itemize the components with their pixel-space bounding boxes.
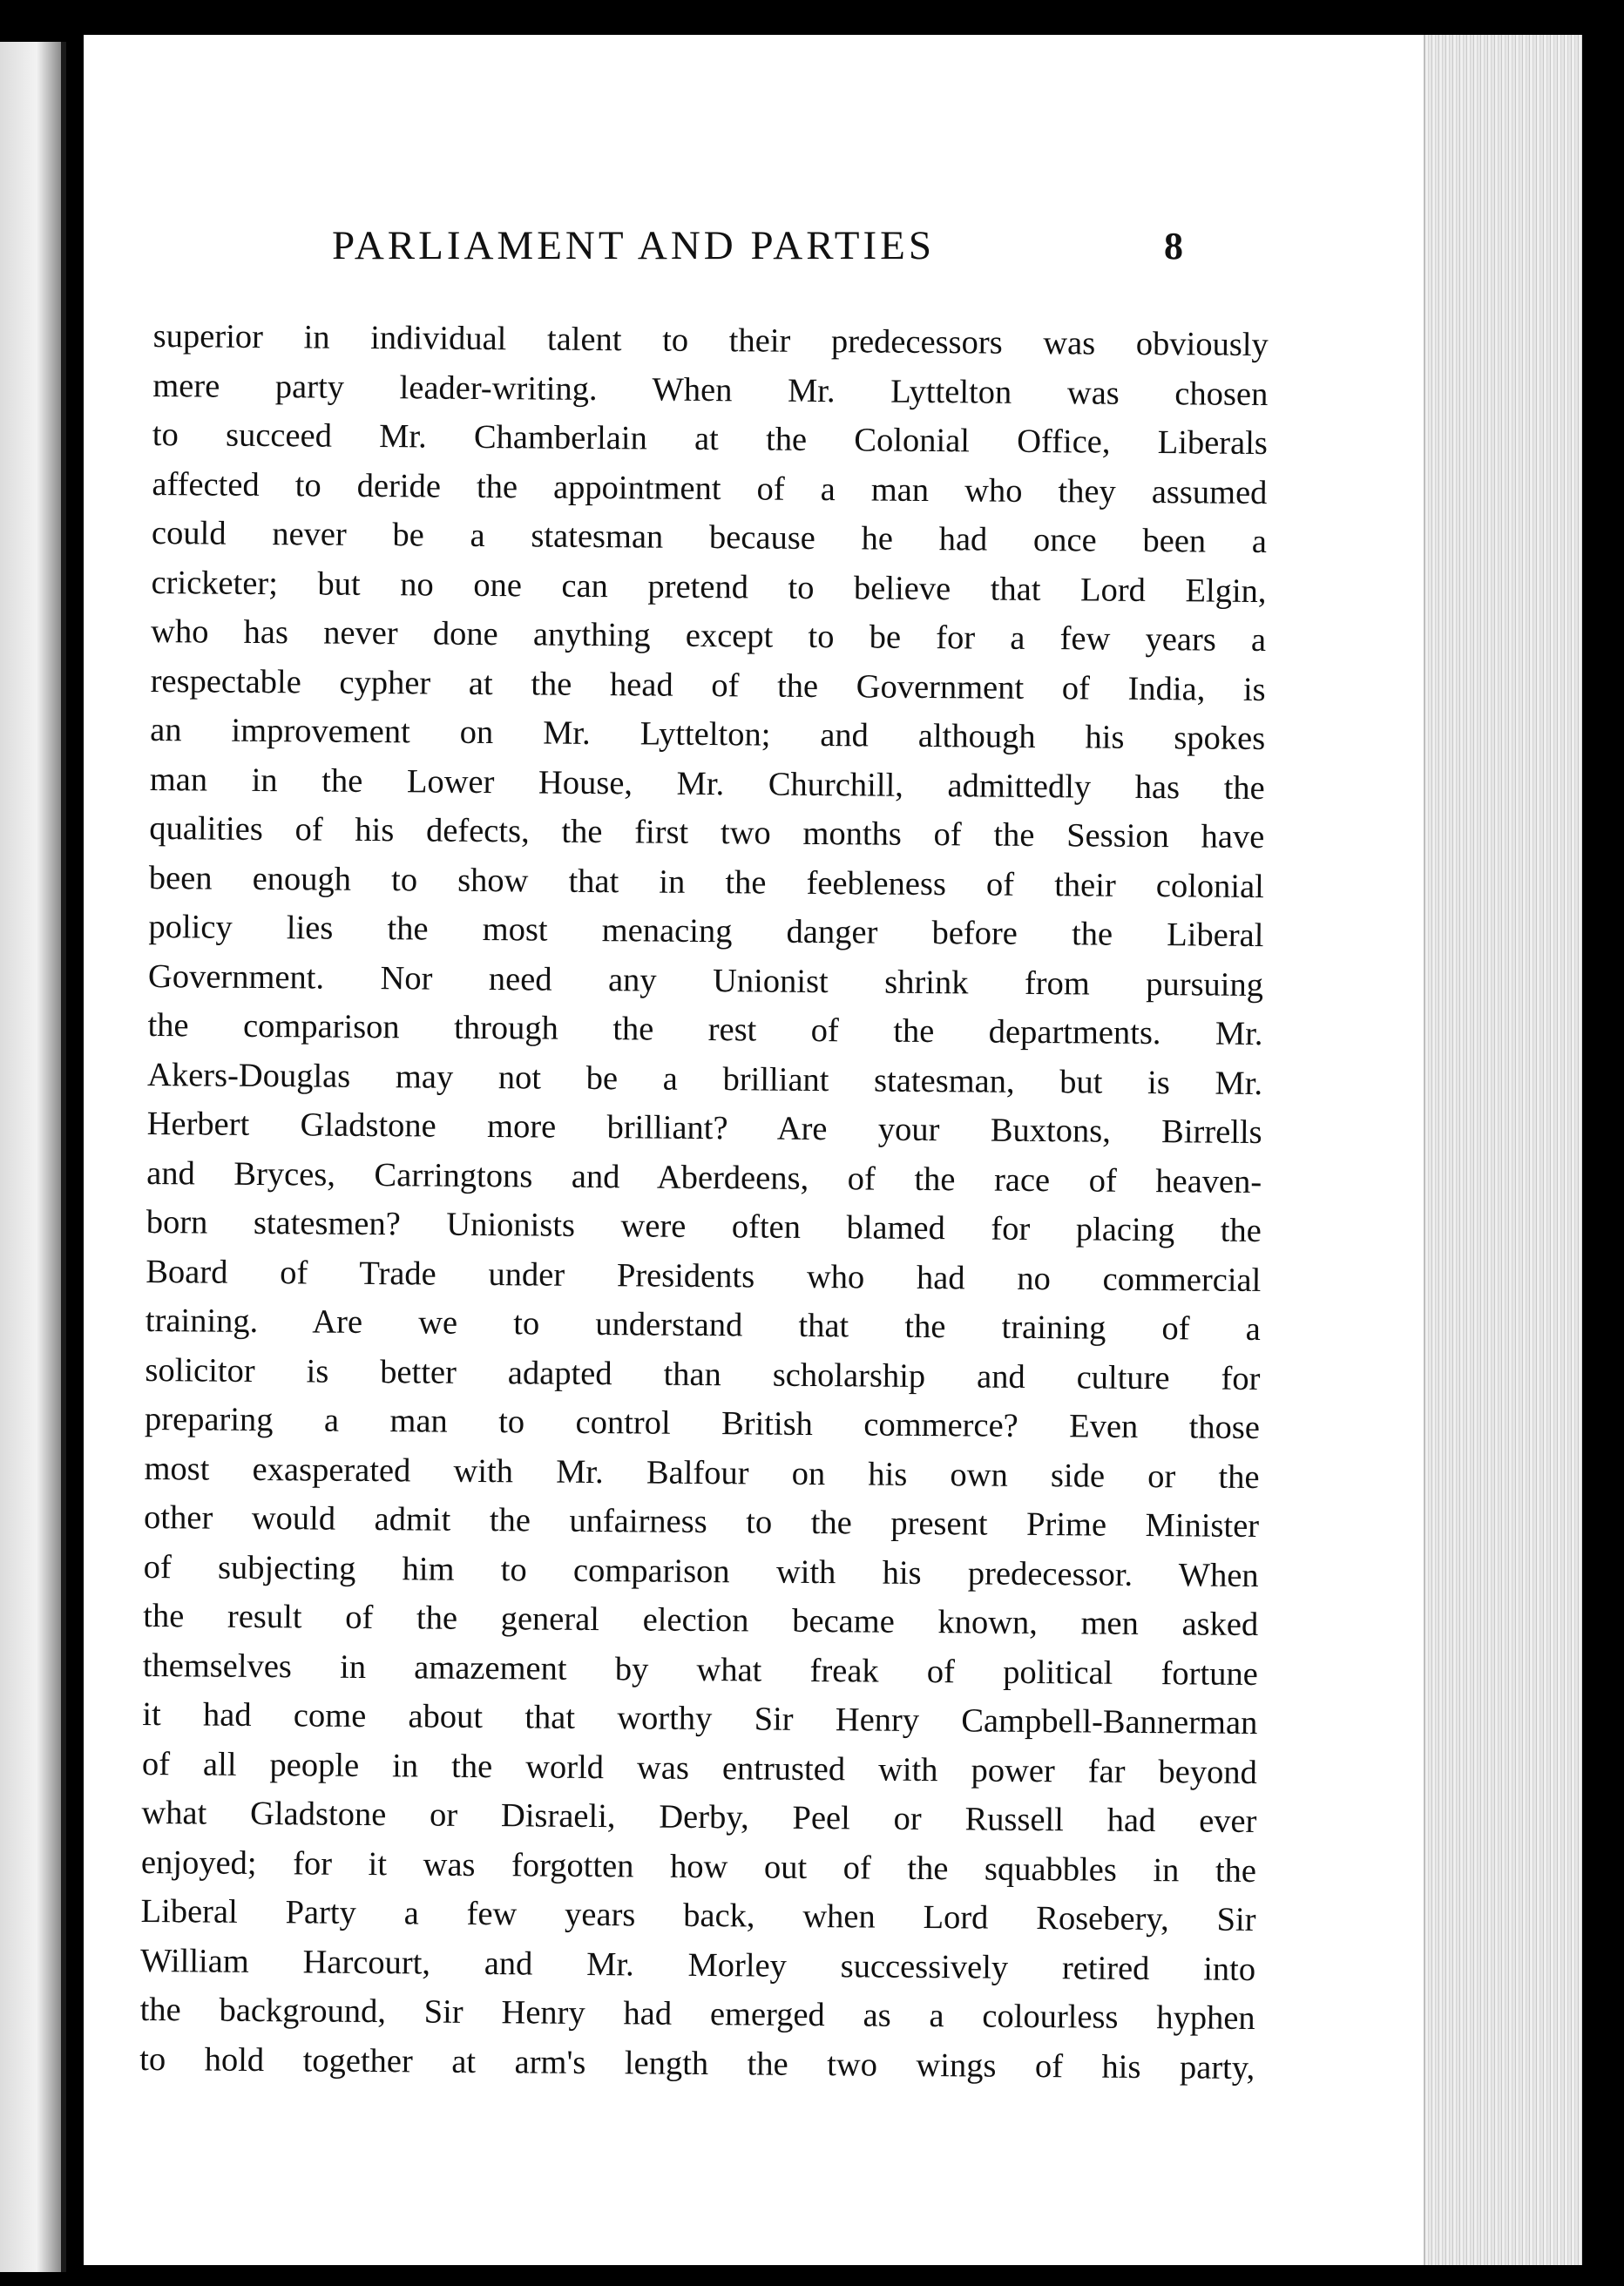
text-line: of subjecting him to comparison with his predecessor. When [143,1548,1259,1594]
text-line: superior in individual talent to their predecessors was obviously [152,317,1269,364]
text-line: William Harcourt, and Mr. Morley successively retired into [139,1942,1256,1988]
text-line: other would admit the unfairness to the present Prime Minister [143,1498,1260,1545]
facing-page-edge [0,42,66,2272]
text-line: Herbert Gladstone more brilliant? Are your Buxtons, Birrells [146,1105,1262,1152]
text-line: to succeed Mr. Chamberlain at the Colonial Office, Liberals [152,416,1269,463]
text-line: mere party leader-writing. When Mr. Lyttelton was chosen [152,367,1269,413]
text-line: solicitor is better adapted than scholarship and culture for [145,1351,1261,1397]
text-line: born statesmen? Unionists were often blamed for placing the [145,1203,1262,1250]
running-head-title: PARLIAMENT AND PARTIES [332,223,935,268]
text-line: Liberal Party a few years back, when Lord Rosebery, Sir [140,1892,1256,1938]
text-line: qualities of his defects, the first two months of the Session have [149,809,1265,856]
book-page [84,35,1582,2265]
text-line: the result of the general election became known, men asked [143,1597,1259,1644]
text-line: respectable cypher at the head of the Government of India, is [150,662,1266,708]
text-line: and Bryces, Carringtons and Aberdeens, of the race of heaven- [146,1154,1262,1200]
text-line: policy lies the most menacing danger before the Liberal [148,908,1264,955]
text-line: the comparison through the rest of the departments. Mr. [147,1006,1263,1053]
text-line: what Gladstone or Disraeli, Derby, Peel or Russell had ever [141,1794,1257,1840]
page-edge-stack [1424,35,1582,2265]
body-text [139,312,1269,2093]
text-line: preparing a man to control British commerce? Even those [144,1400,1261,1447]
running-head [84,222,1208,292]
text-line: it had come about that worthy Sir Henry Campbell-Bannerman [142,1695,1258,1742]
text-line: cricketer; but no one can pretend to believe that Lord Elgin, [151,564,1267,610]
text-line: who has never done anything except to be for a few years a [150,612,1267,659]
text-line: the background, Sir Henry had emerged as a colourless hyphen [139,1991,1255,2037]
text-line: themselves in amazement by what freak of political fortune [142,1647,1258,1693]
text-line: an improvement on Mr. Lyttelton; and although his spokes [150,711,1266,758]
text-line: to hold together at arm's length the two wings of his party, [139,2040,1255,2086]
text-line: affected to deride the appointment of a man who they assumed [152,465,1268,511]
text-line: Government. Nor need any Unionist shrink from pursuing [147,957,1264,1004]
text-line: enjoyed; for it was forgotten how out of the squabbles in the [140,1843,1257,1890]
text-line: of all people in the world was entrusted with power far beyond [141,1745,1258,1791]
text-line: training. Are we to understand that the training of a [145,1302,1262,1349]
text-line: been enough to show that in the feebleness of their colonial [148,859,1265,905]
text-line: man in the Lower House, Mr. Churchill, admittedly has the [149,761,1265,807]
page-number: 8 [1164,225,1183,267]
text-line: could never be a statesman because he had once been a [151,514,1268,561]
text-line: Board of Trade under Presidents who had no commercial [145,1253,1262,1299]
text-line: most exasperated with Mr. Balfour on his own side or the [144,1450,1260,1496]
text-line: Akers-Douglas may not be a brilliant statesman, but is Mr. [146,1056,1263,1102]
